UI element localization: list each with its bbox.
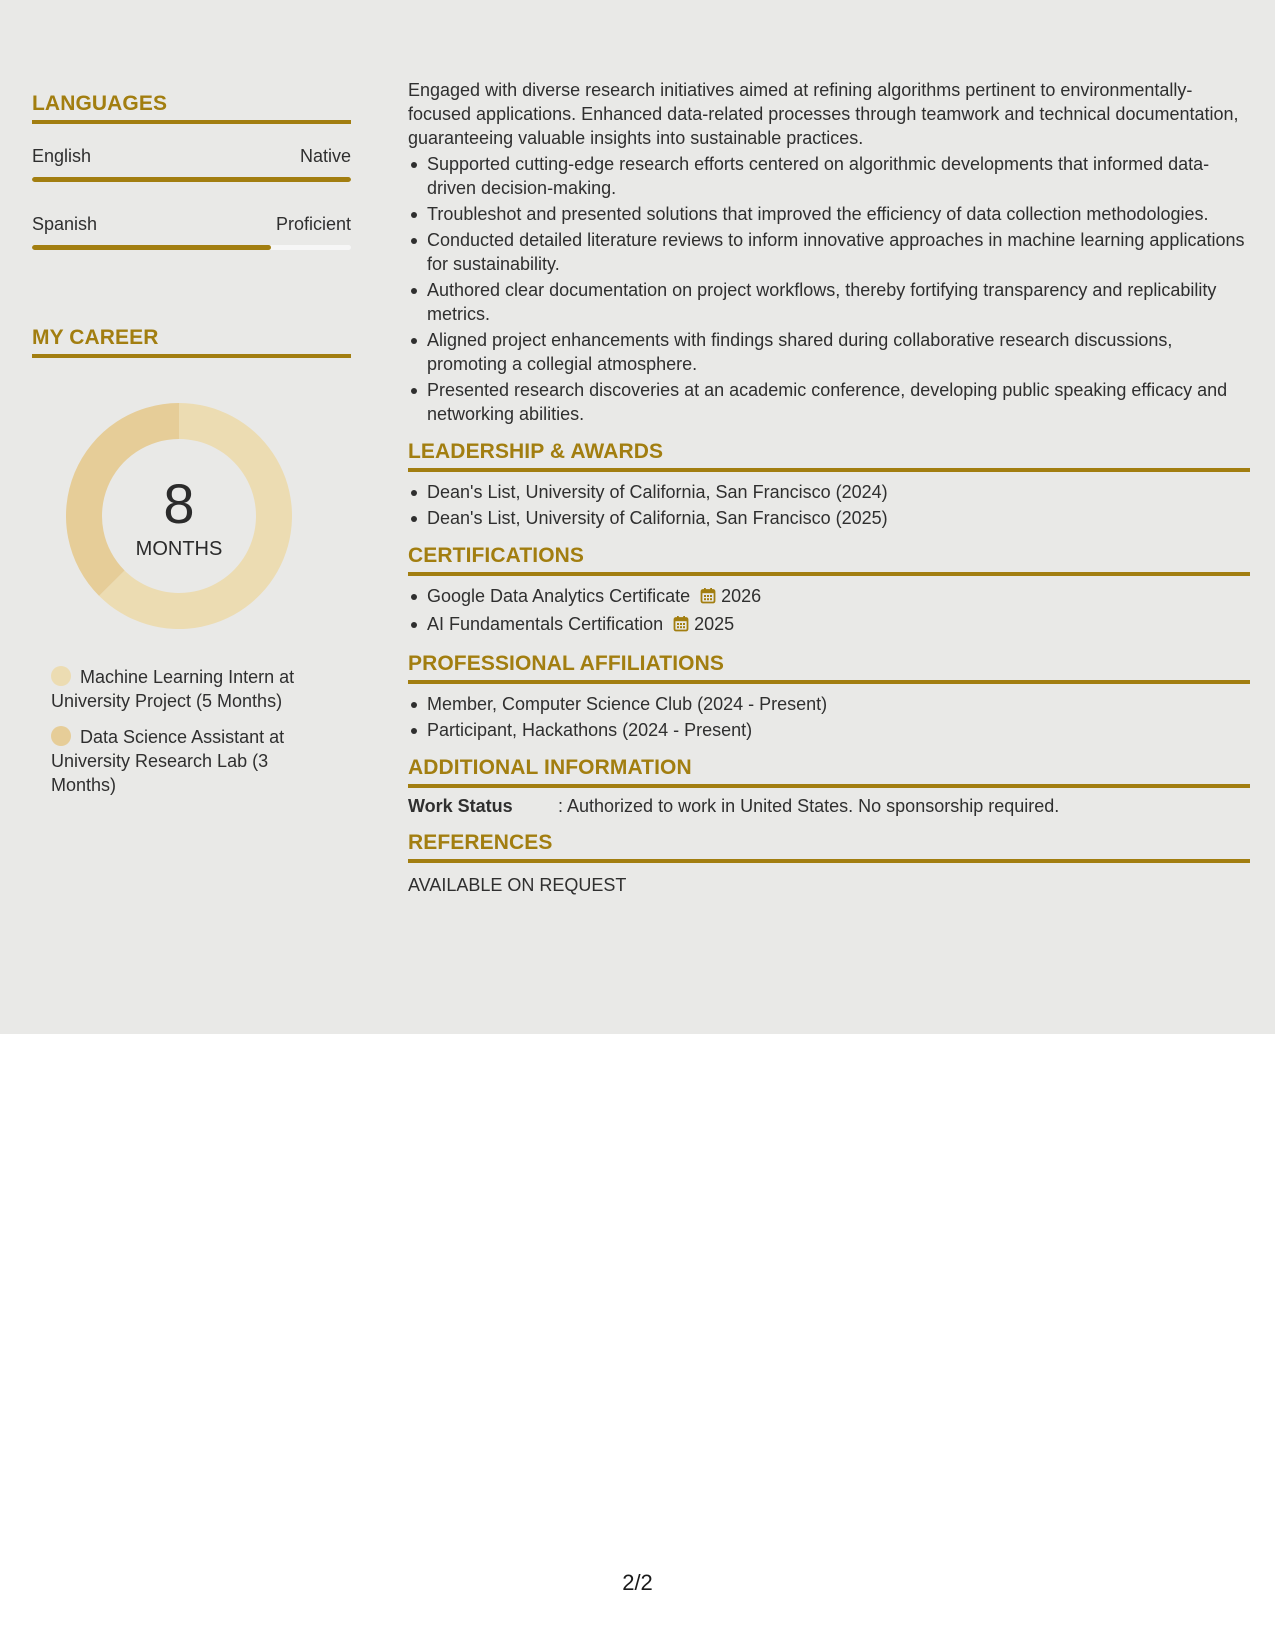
certification-name: Google Data Analytics Certificate <box>427 586 691 606</box>
left-column <box>32 92 351 809</box>
certifications-heading: CERTIFICATIONS <box>408 544 1250 576</box>
affiliations-section <box>408 652 1250 742</box>
references-heading: REFERENCES <box>408 831 1250 863</box>
language-proficiency-bar <box>32 245 351 250</box>
leadership-heading: LEADERSHIP & AWARDS <box>408 440 1250 472</box>
language-proficiency-bar <box>32 177 351 182</box>
list-item: Supported cutting-edge research efforts centered on algorithmic developments that informed data-driven decision-making. <box>408 152 1250 200</box>
certification-year: 2025 <box>694 614 735 634</box>
list-item: Authored clear documentation on project workflows, thereby fortifying transparency and replicability metrics. <box>408 278 1250 326</box>
career-legend-item <box>51 725 331 797</box>
list-item: Presented research discoveries at an academic conference, developing public speaking efficacy and networking abilities. <box>408 378 1250 426</box>
legend-swatch <box>51 666 71 686</box>
list-item: Aligned project enhancements with findings shared during collaborative research discussions, promoting a collegial atmosphere. <box>408 328 1250 376</box>
leadership-list <box>408 480 1250 530</box>
list-item <box>408 584 1250 610</box>
career-legend-item <box>51 665 331 713</box>
career-donut-chart <box>66 403 292 629</box>
career-total-unit: MONTHS <box>135 537 223 560</box>
experience-bullets <box>408 152 1250 426</box>
affiliations-heading: PROFESSIONAL AFFILIATIONS <box>408 652 1250 684</box>
experience-section <box>408 78 1250 426</box>
experience-summary: Engaged with diverse research initiatives aimed at refining algorithms pertinent to environmentally-focused applications. Enhanced data-related processes through teamwork and technical documentation, guaranteeing valuable insights into sustainable practices. <box>408 80 1239 148</box>
certification-year: 2026 <box>721 586 762 606</box>
language-name: Spanish <box>32 214 98 234</box>
work-status-label: Work Status <box>408 796 513 816</box>
career-section <box>32 326 351 797</box>
calendar-icon <box>700 586 716 610</box>
affiliations-list <box>408 692 1250 742</box>
language-proficiency-fill <box>32 177 351 182</box>
right-column <box>408 78 1250 897</box>
list-item: Troubleshot and presented solutions that improved the efficiency of data collection methodologies. <box>408 202 1250 226</box>
donut-center-label <box>66 403 292 629</box>
work-status-row <box>408 796 1250 817</box>
career-heading: MY CAREER <box>32 326 351 358</box>
list-item <box>408 612 1250 638</box>
list-item: Dean's List, University of California, San Francisco (2024) <box>408 480 1250 504</box>
references-section <box>408 831 1250 897</box>
calendar-icon <box>673 614 689 638</box>
language-level: Native <box>299 146 351 166</box>
language-item-spanish <box>32 214 351 250</box>
language-item-english <box>32 146 351 182</box>
language-name: English <box>32 146 92 166</box>
legend-swatch <box>51 726 71 746</box>
certification-name: AI Fundamentals Certification <box>427 614 664 634</box>
additional-info-section <box>408 756 1250 817</box>
page-number: 2/2 <box>622 1570 653 1595</box>
certifications-section <box>408 544 1250 638</box>
leadership-section <box>408 440 1250 530</box>
career-legend <box>51 665 331 797</box>
list-item: Member, Computer Science Club (2024 - Present) <box>408 692 1250 716</box>
list-item: Conducted detailed literature reviews to inform innovative approaches in machine learning applications for sustainability. <box>408 228 1250 276</box>
list-item: Dean's List, University of California, San Francisco (2025) <box>408 506 1250 530</box>
list-item: Participant, Hackathons (2024 - Present) <box>408 718 1250 742</box>
language-proficiency-fill <box>32 245 271 250</box>
legend-label: Machine Learning Intern at University Project (5 Months) <box>51 667 295 711</box>
references-text: AVAILABLE ON REQUEST <box>408 875 627 895</box>
career-total-months: 8 <box>163 471 195 535</box>
legend-label: Data Science Assistant at University Research Lab (3 Months) <box>51 727 285 795</box>
language-level: Proficient <box>275 214 351 234</box>
certifications-list <box>408 584 1250 638</box>
work-status-value: : Authorized to work in United States. No sponsorship required. <box>558 796 1060 816</box>
additional-info-heading: ADDITIONAL INFORMATION <box>408 756 1250 788</box>
languages-section <box>32 92 351 250</box>
languages-heading: LANGUAGES <box>32 92 351 124</box>
